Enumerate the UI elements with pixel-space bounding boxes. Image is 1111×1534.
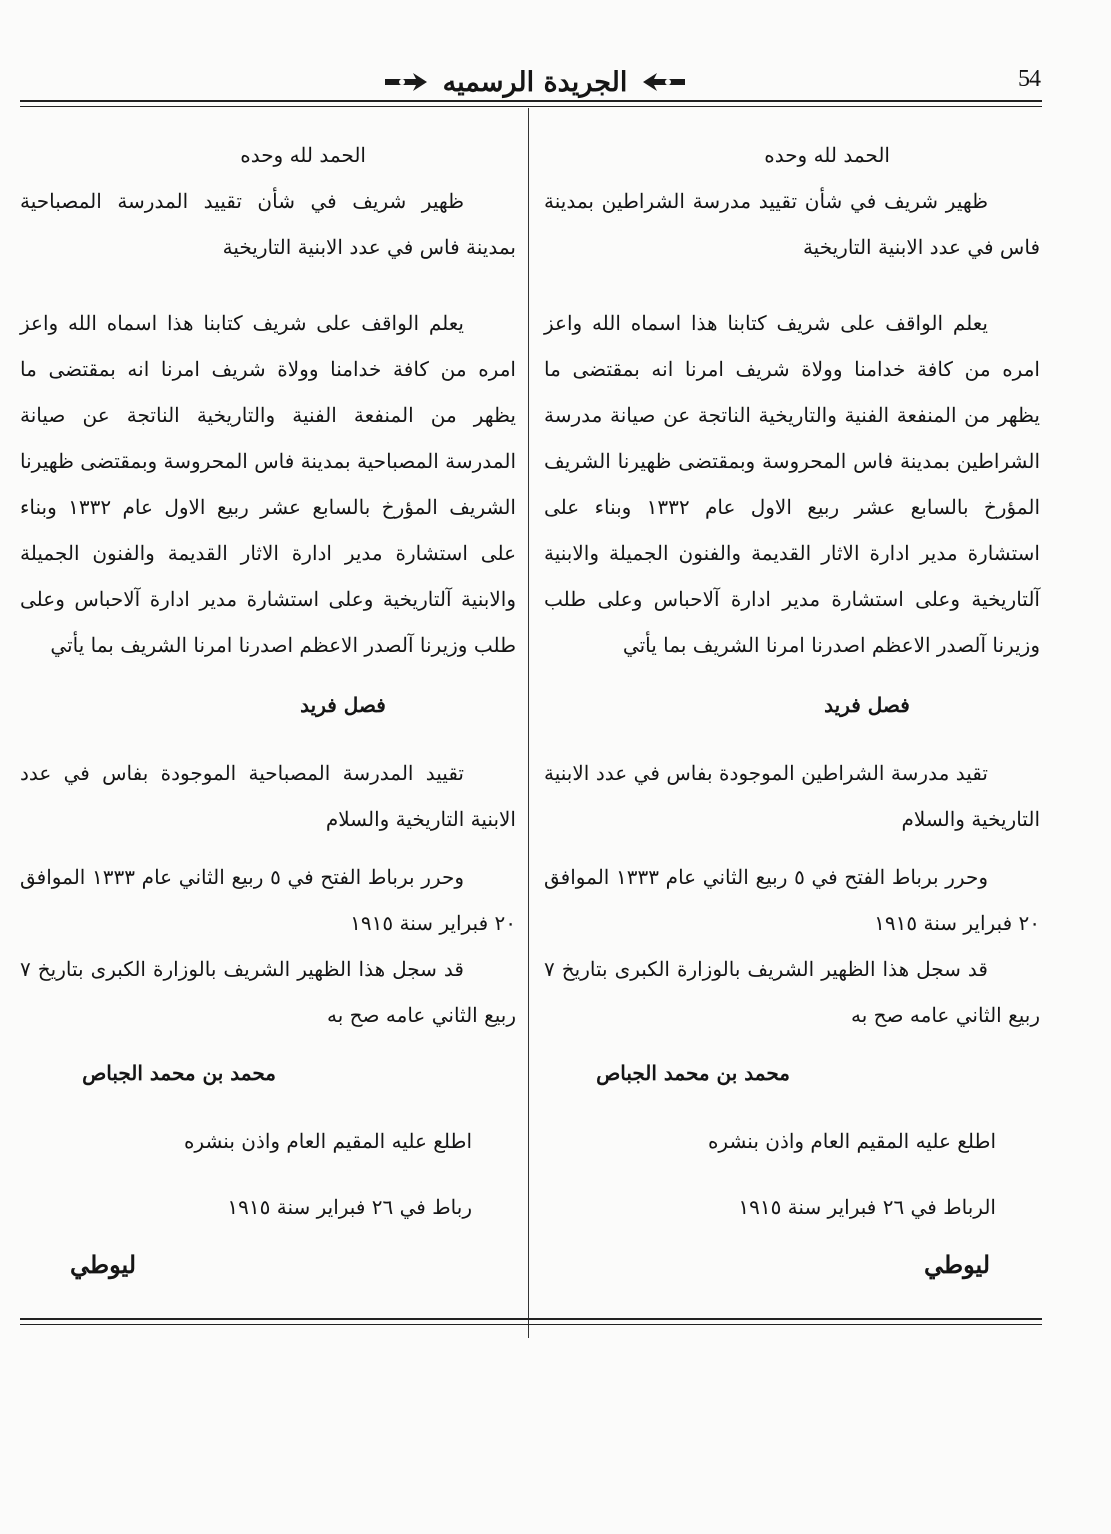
arrow-ornament-icon (641, 70, 687, 94)
left-issued: وحرر برباط الفتح في ٥ ربيع الثاني عام ١٣٣٣ الموافق ٢٠ فبراير سنة ١٩١٥ (20, 865, 516, 935)
column-divider (528, 108, 529, 1338)
left-date-place: رباط في ٢٦ فبراير سنة ١٩١٥ (227, 1195, 472, 1219)
left-approval: اطلع عليه المقيم العام واذن بنشره (183, 1129, 472, 1153)
left-article: تقييد المدرسة المصباحية الموجودة بفاس في عدد الابنية التاريخية والسلام (20, 761, 516, 831)
right-column (544, 132, 1040, 1288)
right-body: يعلم الواقف على شريف كتابنا هذا اسماه الله واعز امره من كافة خدامنا وولاة شريف امرنا انه بمقتضى ما يظهر من المنفعة الفنية والتاريخية الناتجة عن صيانة مدرسة الشراطين بمدينة فاس المحروسة وبمقتضى ظهيرنا الشريف المؤرخ بالسابع عشر ربيع الاول عام ١٣٣٢ وبناء على استشارة مدير ادارة الاثار القديمة والفنون الجميلة والابنية آلتاريخية وعلى استشارة مدير ادارة آلاحباس وعلى طلب وزيرنا آلصدر الاعظم اصدرنا امرنا الشريف بما يأتي (544, 311, 1040, 657)
right-heading: الحمد لله وحده (764, 143, 890, 167)
left-subject: ظهير شريف في شأن تقييد المدرسة المصباحية بمدينة فاس في عدد الابنية التاريخية (20, 189, 516, 259)
left-body: يعلم الواقف على شريف كتابنا هذا اسماه الله واعز امره من كافة خدامنا وولاة شريف امرنا انه بمقتضى ما يظهر من المنفعة الفنية والتاريخية الناتجة عن صيانة المدرسة المصباحية بمدينة فاس المحروسة وبمقتضى ظهيرنا الشريف المؤرخ بالسابع عشر ربيع الاول عام ١٣٣٢ وبناء على استشارة مدير ادارة الاثار القديمة والفنون الجميلة والابنية آلتاريخية وعلى استشارة مدير ادارة آلاحباس وعلى طلب وزيرنا آلصدر الاعظم اصدرنا امرنا الشريف بما يأتي (20, 311, 516, 657)
arrow-ornament-icon (383, 70, 429, 94)
header-rule (20, 100, 1042, 102)
left-registered: قد سجل هذا الظهير الشريف بالوزارة الكبرى بتاريخ ٧ ربيع الثاني عامه صح به (20, 957, 516, 1027)
right-article: تقيد مدرسة الشراطين الموجودة بفاس في عدد الابنية التاريخية والسلام (544, 761, 1040, 831)
right-final-signature: ليوطي (924, 1250, 991, 1279)
right-issued: وحرر برباط الفتح في ٥ ربيع الثاني عام ١٣٣٣ الموافق ٢٠ فبراير سنة ١٩١٥ (544, 865, 1040, 935)
footer-rule (20, 1318, 1042, 1320)
header-rule-thin (20, 106, 1042, 107)
left-heading: الحمد لله وحده (240, 143, 366, 167)
right-approval: اطلع عليه المقيم العام واذن بنشره (707, 1129, 996, 1153)
left-signer: محمد بن محمد الجباص (82, 1061, 276, 1085)
masthead (350, 64, 720, 100)
footer-rule-thin (20, 1324, 1042, 1325)
right-signer: محمد بن محمد الجباص (596, 1061, 790, 1085)
left-section-title: فصل فريد (300, 693, 386, 717)
page-number: 54 (1018, 66, 1040, 92)
masthead-title: الجريدة الرسميه (442, 66, 628, 98)
left-final-signature: ليوطي (70, 1250, 137, 1279)
right-date-place: الرباط في ٢٦ فبراير سنة ١٩١٥ (738, 1195, 996, 1219)
left-column (20, 132, 516, 1288)
right-subject: ظهير شريف في شأن تقييد مدرسة الشراطين بمدينة فاس في عدد الابنية التاريخية (544, 189, 1040, 259)
right-registered: قد سجل هذا الظهير الشريف بالوزارة الكبرى بتاريخ ٧ ربيع الثاني عامه صح به (544, 957, 1040, 1027)
right-section-title: فصل فريد (824, 693, 910, 717)
